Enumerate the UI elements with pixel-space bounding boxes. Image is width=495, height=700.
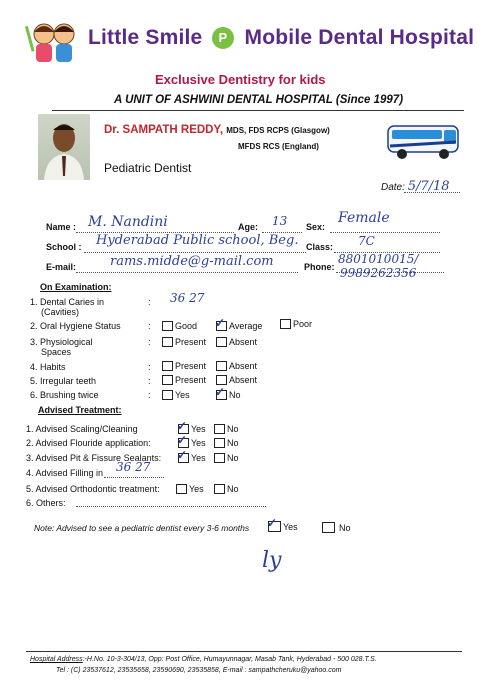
name-label: Name : [46, 222, 77, 232]
doctor-photo [38, 114, 90, 180]
spaces-absent-option[interactable]: Absent [216, 336, 257, 347]
habits-present-option[interactable]: Present [162, 360, 206, 371]
habits-absent-option[interactable]: Absent [216, 360, 257, 371]
exam-item-6: 6. Brushing twice [30, 390, 99, 400]
footer-address: Hospital Address:-H.No. 10-3-304/13, Opp: Post Office, Humayunnagar, Masab Tank, Hyderabad - 500 028.T.S. [30, 656, 377, 663]
brushing-yes-option[interactable]: Yes [162, 389, 190, 400]
treatment-item-6: 6. Others: [26, 498, 66, 508]
sex-label: Sex: [306, 222, 326, 232]
exam-item-3: 3. Physiological Spaces [30, 337, 93, 357]
mobile-bus-image [386, 120, 462, 162]
examination-heading: On Examination: [40, 282, 112, 292]
check-mark-icon: ✓ [177, 447, 188, 462]
treatment-item-4: 4. Advised Filling in [26, 468, 104, 478]
caries-value[interactable]: 36 27 [170, 291, 205, 305]
school-value[interactable]: Hyderabad Public school, Beg. [96, 233, 299, 248]
school-label: School : [46, 242, 82, 252]
phone-value-2[interactable]: 9989262356 [340, 266, 417, 280]
irregular-present-option[interactable]: Present [162, 374, 206, 385]
treatment-item-3: 3. Advised Pit & Fissure Sealants: [26, 453, 162, 463]
header-divider [52, 110, 464, 111]
check-mark-icon: ✓ [177, 418, 188, 433]
sealants-no-option[interactable]: No [214, 452, 239, 463]
treatment-item-5: 5. Advised Orthodontic treatment: [26, 484, 160, 494]
filling-value[interactable]: 36 27 [116, 460, 151, 474]
unit-line: A UNIT OF ASHWINI DENTAL HOSPITAL (Since 1997) [114, 94, 404, 106]
email-value[interactable]: rams.midde@g-mail.com [110, 254, 274, 269]
exam-item-4: 4. Habits [30, 362, 66, 372]
check-mark-icon: ✓ [215, 315, 226, 330]
doctor-signature: ly [262, 548, 282, 573]
exam-item-5: 5. Irregular teeth [30, 376, 97, 386]
treatment-heading: Advised Treatment: [38, 405, 122, 415]
caries-colon: : [148, 297, 151, 307]
date-field[interactable]: Date: 5/7/18 [381, 179, 450, 194]
irregular-absent-option[interactable]: Absent [216, 374, 257, 385]
name-value[interactable]: M. Nandini [88, 214, 168, 230]
treatment-item-1: 1. Advised Scaling/Cleaning [26, 424, 138, 434]
flouride-yes-option[interactable]: ✓ Yes [177, 432, 206, 448]
phone-label: Phone: [304, 262, 335, 272]
flouride-no-option[interactable]: No [214, 437, 239, 448]
exam-item-2: 2. Oral Hygiene Status [30, 321, 121, 331]
check-mark-icon: ✓ [177, 432, 188, 447]
exam-item-1: 1. Dental Caries in (Cavities) [30, 297, 105, 317]
note-yes-option[interactable]: ✓ Yes [267, 516, 298, 532]
date-value: 5/7/18 [407, 179, 450, 194]
advice-note: Note: Advised to see a pediatric dentist every 3-6 months [34, 523, 250, 533]
age-value[interactable]: 13 [272, 214, 288, 228]
check-mark-icon: ✓ [215, 384, 226, 399]
hospital-title: Little Smile P Mobile Dental Hospital [88, 26, 475, 49]
doctor-name-line: Dr. SAMPATH REDDY, MDS, FDS RCPS (Glasgow) [104, 124, 330, 136]
brushing-no-option[interactable]: ✓ No [215, 384, 241, 400]
kids-logo [24, 18, 84, 70]
phone-value-1[interactable]: 8801010015/ [338, 252, 419, 266]
doctor-specialty: Pediatric Dentist [104, 161, 192, 175]
doctor-quals-2: MFDS RCS (England) [238, 142, 319, 151]
hospital-subtitle: Exclusive Dentistry for kids [155, 72, 326, 87]
footer-contact: Tel : (C) 23537612, 23535658, 23590690, 23535858, E-mail : sampathcheruku@yahoo.com [56, 667, 342, 674]
class-value[interactable]: 7C [358, 234, 375, 248]
hygiene-poor-option[interactable]: Poor [280, 318, 312, 329]
email-label: E-mail: [46, 262, 77, 272]
class-label: Class: [306, 242, 334, 252]
friends-logo-icon: P [212, 27, 234, 49]
footer-divider [26, 651, 462, 652]
ortho-yes-option[interactable]: Yes [176, 483, 204, 494]
spaces-present-option[interactable]: Present [162, 336, 206, 347]
hygiene-average-option[interactable]: ✓ Average [215, 315, 263, 331]
scaling-yes-option[interactable]: ✓ Yes [177, 418, 206, 434]
ortho-no-option[interactable]: No [214, 483, 239, 494]
scaling-no-option[interactable]: No [214, 423, 239, 434]
age-label: Age: [238, 222, 258, 232]
treatment-item-2: 2. Advised Flouride application: [26, 438, 151, 448]
note-no-option[interactable]: No [322, 522, 351, 533]
hygiene-good-option[interactable]: Good [162, 320, 197, 331]
sex-value[interactable]: Female [338, 210, 390, 226]
check-mark-icon: ✓ [267, 516, 278, 531]
sealants-yes-option[interactable]: ✓ Yes [177, 447, 206, 463]
